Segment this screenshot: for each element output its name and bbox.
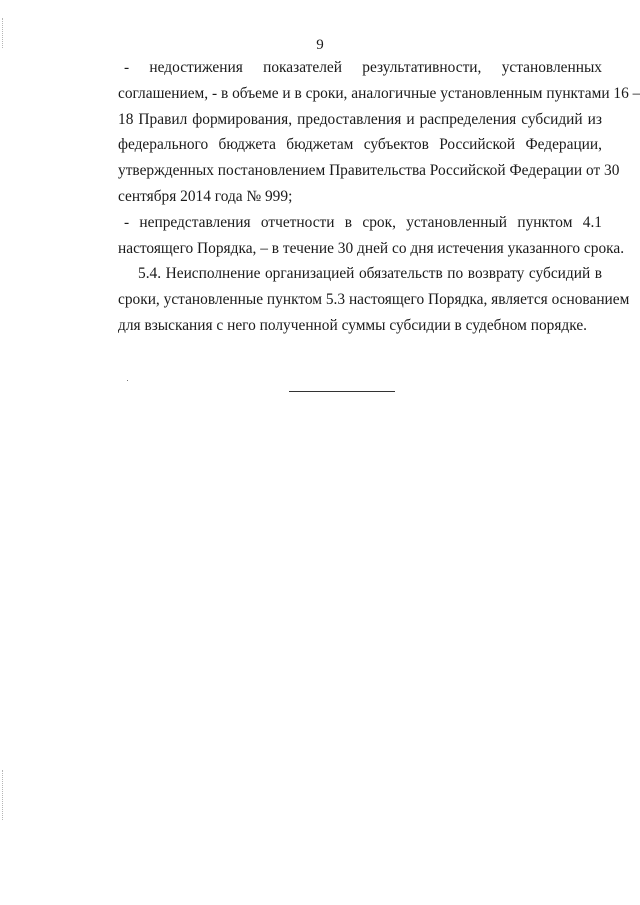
text-line: федерального бюджета бюджетам субъектов Российской Федерации, bbox=[118, 136, 602, 154]
paragraph-failure-indicators bbox=[118, 55, 640, 210]
text-line: 5.4. Неисполнение организацией обязательств по возврату субсидий в bbox=[138, 265, 602, 283]
text-line: настоящего Порядка, – в течение 30 дней со дня истечения указанного срока. bbox=[118, 239, 625, 257]
text-line: 18 Правил формирования, предоставления и распределения субсидий из bbox=[118, 110, 602, 128]
text-line: сентября 2014 года № 999; bbox=[118, 187, 293, 205]
paragraph-reporting bbox=[118, 210, 625, 262]
text-line: для взыскания с него полученной суммы субсидии в судебном порядке. bbox=[118, 316, 588, 334]
paragraph-5-4 bbox=[118, 261, 630, 338]
end-separator-line bbox=[289, 391, 395, 392]
text-line: соглашением, - в объеме и в сроки, аналогичные установленным пунктами 16 – bbox=[118, 84, 640, 102]
document-body bbox=[118, 55, 640, 339]
text-line: утвержденных постановлением Правительства Российской Федерации от 30 bbox=[118, 162, 620, 180]
text-line: сроки, установленные пунктом 5.3 настоящего Порядка, является основанием bbox=[118, 291, 630, 309]
text-line: - непредставления отчетности в срок, установленный пунктом 4.1 bbox=[124, 213, 602, 231]
page-number: 9 bbox=[316, 37, 324, 53]
text-line: - недостижения показателей результативности, установленных bbox=[124, 59, 602, 76]
scan-speck bbox=[127, 380, 128, 381]
scan-edge-marks-bottom bbox=[2, 770, 4, 820]
